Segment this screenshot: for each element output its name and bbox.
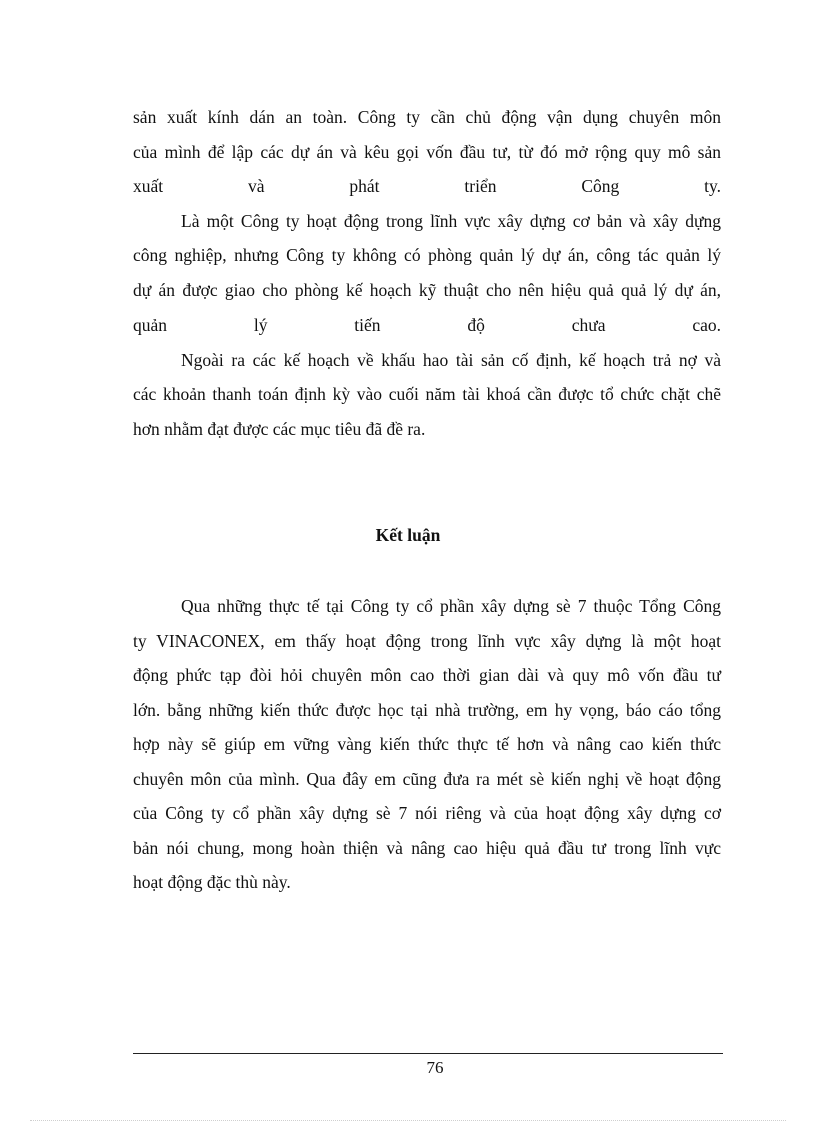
paragraph-line: chuyên môn của mình. Qua đây em cũng đưa ra mét sè kiến nghị về hoạt động — [133, 769, 721, 789]
paragraph-line: sản xuất kính dán an toàn. Công ty cần chủ động vận dụng chuyên môn — [133, 107, 721, 127]
paragraph-line: hợp này sẽ giúp em vững vàng kiến thức thực tế hơn và nâng cao kiến thức — [133, 734, 721, 754]
paragraph-line: ty VINACONEX, em thấy hoạt động trong lĩnh vực xây dựng là một hoạt — [133, 631, 721, 651]
paragraph-line: dự án được giao cho phòng kế hoạch kỹ thuật cho nên hiệu quả quả lý dự án, — [133, 280, 721, 300]
paragraph-line: Qua những thực tế tại Công ty cổ phần xây dựng sè 7 thuộc Tổng Công — [181, 596, 721, 616]
paragraph-line: lớn. bằng những kiến thức được học tại nhà trường, em hy vọng, báo cáo tổng — [133, 700, 721, 720]
paragraph-line: động phức tạp đòi hỏi chuyên môn cao thời gian dài và quy mô vốn đầu tư — [133, 665, 721, 685]
paragraph-line: bản nói chung, mong hoàn thiện và nâng cao hiệu quả đầu tư trong lĩnh vực — [133, 838, 721, 858]
paragraph-line: các khoản thanh toán định kỳ vào cuối năm tài khoá cần được tổ chức chặt chẽ — [133, 384, 721, 404]
page-bottom-border — [30, 1120, 786, 1121]
paragraph-line: Ngoài ra các kế hoạch về khấu hao tài sản cố định, kế hoạch trả nợ và — [181, 350, 721, 370]
paragraph-line: hơn nhằm đạt được các mục tiêu đã đề ra. — [133, 419, 426, 439]
paragraph-line: của mình để lập các dự án và kêu gọi vốn đầu tư, từ đó mở rộng quy mô sản — [133, 142, 721, 162]
paragraph-line: công nghiệp, nhưng Công ty không có phòng quản lý dự án, công tác quản lý — [133, 245, 721, 265]
paragraph-line: Là một Công ty hoạt động trong lĩnh vực xây dựng cơ bản và xây dựng — [181, 211, 721, 231]
section-heading: Kết luận — [375, 525, 441, 545]
footer-rule — [133, 1053, 723, 1054]
page-number: 76 — [426, 1058, 444, 1077]
paragraph-line: hoạt động đặc thù này. — [133, 872, 291, 892]
paragraph-line: của Công ty cổ phần xây dựng sè 7 nói riêng và của hoạt động xây dựng cơ — [133, 803, 721, 823]
paragraph-line: quản lý tiến độ chưa cao. — [133, 315, 721, 335]
paragraph-line: xuất và phát triển Công ty. — [133, 176, 721, 196]
